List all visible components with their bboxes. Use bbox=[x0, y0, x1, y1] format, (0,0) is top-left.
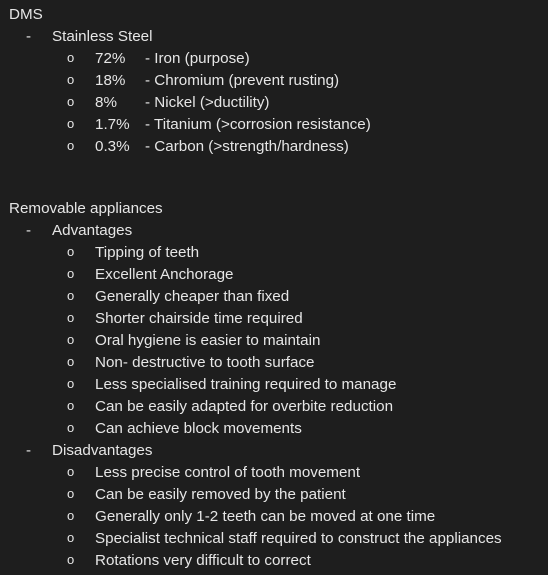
advantage-item bbox=[9, 242, 544, 264]
subheading-disadvantages bbox=[9, 440, 544, 462]
disadvantage-item bbox=[9, 506, 544, 528]
composition-item bbox=[9, 136, 544, 158]
bullet-marker: o bbox=[67, 72, 75, 87]
composition-item bbox=[9, 114, 544, 136]
advantage-item bbox=[9, 330, 544, 352]
bullet-marker: o bbox=[67, 288, 75, 303]
bullet-marker: o bbox=[67, 354, 75, 369]
bullet-marker: o bbox=[67, 420, 75, 435]
advantage-item bbox=[9, 352, 544, 374]
advantage-item bbox=[9, 264, 544, 286]
disadvantage-text: Can be easily removed by the patient bbox=[95, 486, 346, 503]
document-body bbox=[9, 4, 544, 572]
composition-item bbox=[9, 92, 544, 114]
disadvantage-text: Rotations very difficult to correct bbox=[95, 552, 311, 569]
bullet-marker: o bbox=[67, 552, 75, 567]
composition-item bbox=[9, 70, 544, 92]
composition-list bbox=[9, 48, 544, 158]
advantage-text: Non- destructive to tooth surface bbox=[95, 354, 315, 371]
composition-percent: 18% bbox=[95, 72, 126, 89]
bullet-marker: o bbox=[67, 310, 75, 325]
section-title-dms: DMS bbox=[9, 6, 43, 23]
advantage-text: Less specialised training required to manage bbox=[95, 376, 397, 393]
advantage-text: Tipping of teeth bbox=[95, 244, 200, 261]
subheading-label: Stainless Steel bbox=[52, 28, 153, 45]
composition-percent: 1.7% bbox=[95, 116, 130, 133]
bullet-marker: o bbox=[67, 244, 75, 259]
subheading-label: Advantages bbox=[52, 222, 133, 239]
advantage-item bbox=[9, 418, 544, 440]
disadvantage-text: Specialist technical staff required to construct the appliances bbox=[95, 530, 502, 547]
bullet-marker: o bbox=[67, 266, 75, 281]
bullet-marker: o bbox=[67, 530, 75, 545]
dash-marker: - bbox=[26, 28, 32, 45]
advantage-text: Excellent Anchorage bbox=[95, 266, 234, 283]
bullet-marker: o bbox=[67, 138, 75, 153]
disadvantage-text: Less precise control of tooth movement bbox=[95, 464, 361, 481]
disadvantage-text: Generally only 1-2 teeth can be moved at one time bbox=[95, 508, 436, 525]
composition-description: - Chromium (prevent rusting) bbox=[145, 72, 340, 89]
composition-description: - Iron (purpose) bbox=[145, 50, 250, 67]
bullet-marker: o bbox=[67, 464, 75, 479]
disadvantage-item bbox=[9, 462, 544, 484]
disadvantage-item bbox=[9, 550, 544, 572]
composition-percent: 72% bbox=[95, 50, 126, 67]
advantage-item bbox=[9, 286, 544, 308]
bullet-marker: o bbox=[67, 508, 75, 523]
advantage-item bbox=[9, 396, 544, 418]
bullet-marker: o bbox=[67, 376, 75, 391]
advantage-text: Shorter chairside time required bbox=[95, 310, 303, 327]
section-title-removable-appliances: Removable appliances bbox=[9, 200, 163, 217]
advantages-list bbox=[9, 242, 544, 440]
subheading-advantages bbox=[9, 220, 544, 242]
composition-description: - Titanium (>corrosion resistance) bbox=[145, 116, 371, 133]
composition-item bbox=[9, 48, 544, 70]
subheading-stainless-steel bbox=[9, 26, 544, 48]
bullet-marker: o bbox=[67, 486, 75, 501]
dash-marker: - bbox=[26, 222, 32, 239]
disadvantage-item bbox=[9, 528, 544, 550]
advantage-item bbox=[9, 374, 544, 396]
advantage-item bbox=[9, 308, 544, 330]
composition-percent: 8% bbox=[95, 94, 117, 111]
composition-percent: 0.3% bbox=[95, 138, 130, 155]
bullet-marker: o bbox=[67, 116, 75, 131]
bullet-marker: o bbox=[67, 398, 75, 413]
disadvantage-item bbox=[9, 484, 544, 506]
composition-description: - Carbon (>strength/hardness) bbox=[145, 138, 349, 155]
bullet-marker: o bbox=[67, 94, 75, 109]
advantage-text: Oral hygiene is easier to maintain bbox=[95, 332, 321, 349]
bullet-marker: o bbox=[67, 332, 75, 347]
advantage-text: Can be easily adapted for overbite reduction bbox=[95, 398, 394, 415]
dash-marker: - bbox=[26, 442, 32, 459]
section-spacer bbox=[9, 158, 544, 198]
advantage-text: Generally cheaper than fixed bbox=[95, 288, 290, 305]
bullet-marker: o bbox=[67, 50, 75, 65]
disadvantages-list bbox=[9, 462, 544, 572]
subheading-label: Disadvantages bbox=[52, 442, 153, 459]
advantage-text: Can achieve block movements bbox=[95, 420, 302, 437]
composition-description: - Nickel (>ductility) bbox=[145, 94, 270, 111]
